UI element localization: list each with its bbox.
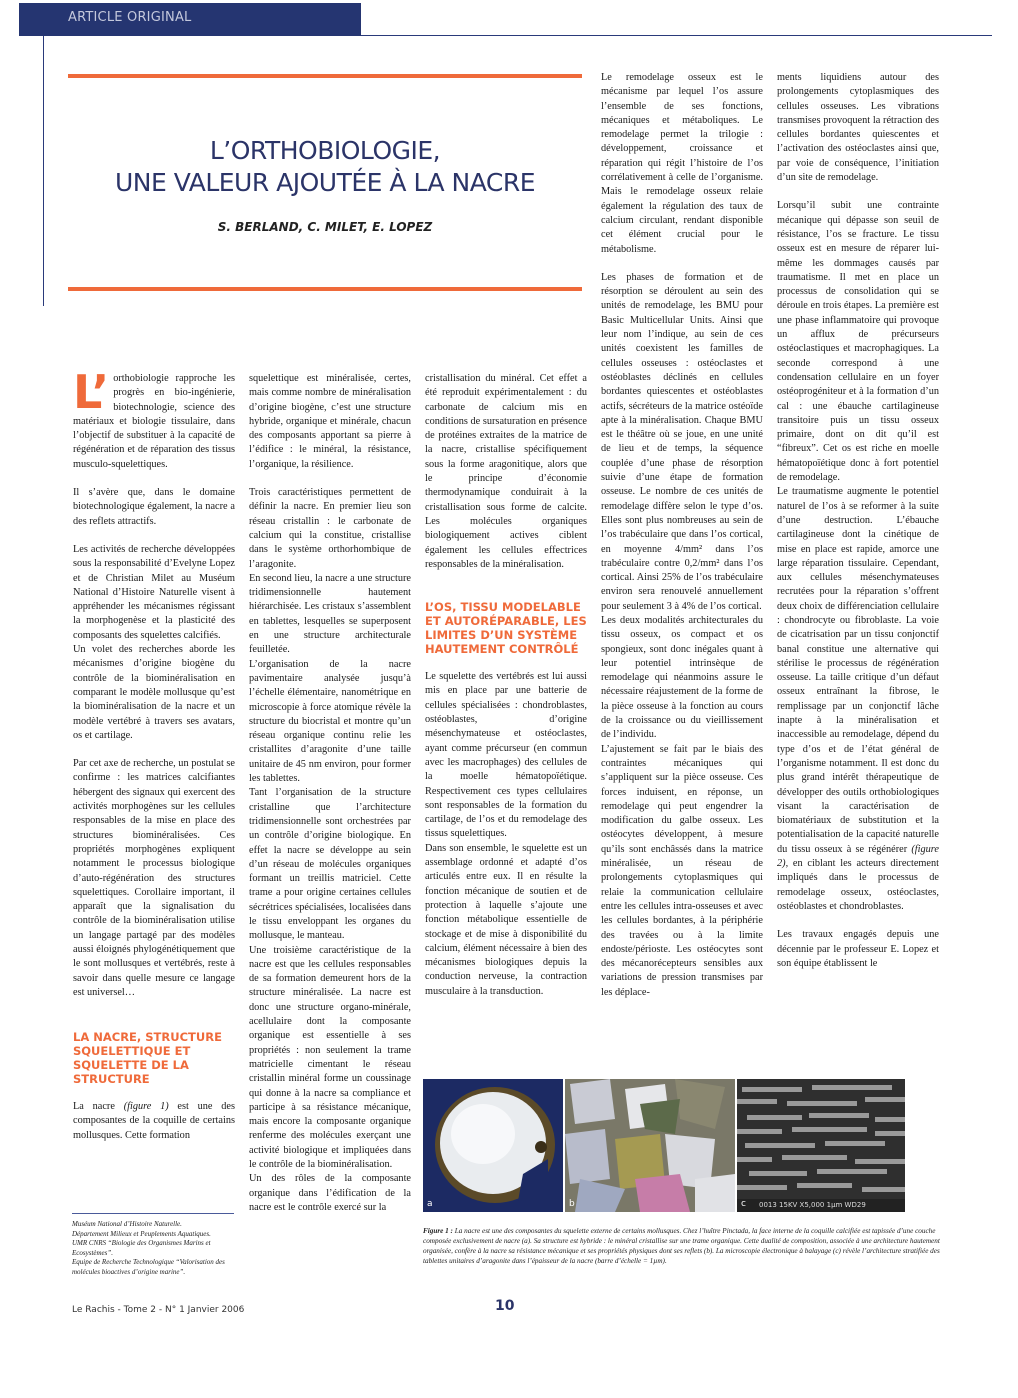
figure-reference[interactable]: (figure 2), [777, 843, 939, 870]
title-top-rule [68, 74, 582, 78]
paragraph: L’ajustement se fait par le biais des contraintes mécaniques qui s’appliquent sur la pièce osseuse. Ces forces induisent, en réponse, un remodelage qui peut engendrer la modification du galbe osseux. Les ostéocytes développent, à mesure qu’ils sont enchâssés dans la matrice minéralisée, un réseau de prolongements cytoplasmiques qui relaie la communication cellulaire entre les cellules intra-osseuses et avec les cellules bordantes, à la périphérie des travées ou à la limite endoste/périoste. Les ostéocytes sont des mécanorécepteurs sensibles aux variations de pression transmises par les déplace- [601, 743, 763, 998]
nacre-fragments-image [565, 1079, 735, 1212]
shell-image [423, 1079, 563, 1212]
paragraph: Le squelette des vertébrés est lui aussi mis en place par une batterie de cellules spécialisées : chondroblastes, ostéoblastes, d’origine mésenchymateuse et ostéoclastes, ayant comme précurseur (en commun avec les macrophages) des cellules de la moelle hématopoïétique. Respectivement ces types cellulaires sont responsables de la formation du cartilage, de l’os et du remodelage des tissus squelettiques. [425, 671, 587, 840]
affiliation-footnote: Muséum National d’Histoire Naturelle. Département Milieux et Peuplements Aquatiques. UMR CNRS “Biologie des Organismes Marins et Ecosystèmes”. Equipe de Recherche Technologique “Valorisation des molécules bioactives d’origine marine”. [72, 1220, 225, 1276]
page-number: 10 [495, 1298, 515, 1314]
section-heading-nacre: LA NACRE, STRUCTURE SQUELETTIQUE ET SQUELETTE DE LA STRUCTURE [73, 1030, 222, 1087]
title-bottom-rule [68, 287, 582, 291]
paragraph: cristallisation du minéral. Cet effet a été reproduit expérimentalement : du carbonate de calcium mis en conditions de sursaturation en présence de protéines extraites de la matrice de la nacre, cristallise spécifiquement sous la forme aragonitique, alors que le principe d’économie thermodynamique conduirait à la cristallisation sous forme de calcite. Les molécules organiques biologiquement actives ciblent également les cellules effectrices responsables de la minéralisation. [425, 373, 587, 570]
figure-panel-c-sem [737, 1079, 905, 1212]
section-heading-bone: L’OS, TISSU MODELABLE ET AUTORÉPARABLE, LES LIMITES D’UN SYSTÈME HAUTEMENT CONTRÔLÉ [425, 600, 587, 657]
title-line-1: L’ORTHOBIOLOGIE, [209, 136, 441, 165]
paragraph: ments liquidiens autour des prolongements cytoplasmiques des cellules osseuses. Les vibrations transmises provoquent la rétraction des cellules bordantes quiescentes et l’activation des ostéoclastes ainsi que, par voie de conséquence, l’initiation d’un site de remodelage. [777, 72, 939, 184]
figure-reference[interactable]: (figure 1) [123, 1101, 169, 1113]
paragraph: Une troisième caractéristique de la nacre est que les cellules responsables de sa formation demeurent hors de la structure minéralisée. La nacre est donc une structure organo-minérale, acellulaire dont la composante organique est essentielle à ses propriétés : non seulement la trame matricielle cimentant le réseau cristallin minéral forme un coussinage qui donne à la nacre sa compliance et participe à sa résistance mécanique, mais encore la composante organique renferme des molécules exerçant une activité biologique et impliquées dans le contrôle de la biominéralisation. [249, 944, 411, 1171]
paragraph: Dans son ensemble, le squelette est un assemblage ordonné et adapté d’os articulés entre eux. Il en résulte la fonction mécanique de soutien et de protection à laquelle s’ajoute une fonction métabolique essentielle de stockage et de mise à disponibilité du calcium, élément nécessaire à bien des mécanismes biologiques depuis la conduction nerveuse, la contraction musculaire à la transduction. [425, 842, 587, 997]
figure-panel-a-shell [423, 1079, 563, 1212]
sem-scale-bar-text: 0013 15KV X5,000 1µm WD29 [759, 1201, 866, 1209]
paragraph: Trois caractéristiques permettent de définir la nacre. En premier lieu son réseau cristallin : le carbonate de calcium qui la constitue, cristallise dans le système orthorhombique de l’aragonite. [249, 487, 411, 570]
paragraph: squelettique est minéralisée, certes, mais comme nombre de minéralisation d’origine biogène, c’est une structure hybride, organique et minérale, chacun des composants apportant sa pierre à l’édifice : le minéral, la résistance, l’organique, la résilience. [249, 373, 411, 470]
paragraph: Un des rôles de la composante organique dans l’édification de la nacre est le contrôle exercé sur la [249, 1173, 411, 1213]
paragraph: Le remodelage osseux est le mécanisme par lequel l’os assure l’ensemble de ses fonctions, mécaniques et métaboliques. Le remodelage permet la trilogie : développement, croissance et réparation qui régit l’histoire de l’os corrélativement à celle de l’organisme. Mais le remodelage osseux relaie également la régulation des taux de calcium circulant, rendant disponible cet élément crucial pour le métabolisme. [601, 72, 763, 255]
column-3 [425, 372, 587, 999]
article-authors: S. BERLAND, C. MILET, E. LOPEZ [217, 220, 433, 234]
paragraph: Les phases de formation et de résorption se déroulent au sein des unités de remodelage, les BMU pour Basic Multicellular Units. Ainsi que leur nom l’indique, au sein de ces unités coexistent les familles de cellules osseuses : ostéoclastes et ostéoblastes déclinés en cellules bordantes quiescentes et ostéoblastes actifs, sécréteurs de la matrice ostéoïde apte à la minéralisation. Chaque BMU est le théâtre où se joue, en une unité de lieu et de temps, la séquence couplée d’une phase de résorption suivie d’une étape de formation osseuse. Le nombre de ces unités de remodelage diffère selon le type d’os. Elles sont plus nombreuses au sein de l’os trabéculaire que dans l’os cortical, en moyenne 4/mm² dans l’os trabéculaire contre 0,2/mm² dans l’os cortical. Ainsi 25% de l’os trabéculaire environ sera renouvelé annuellement pour seulement 3 à 4% de l’os cortical. [601, 271, 763, 612]
figure-panel-b-fragments [565, 1079, 735, 1212]
article-title [68, 135, 582, 199]
journal-reference: Le Rachis - Tome 2 - N° 1 Janvier 2006 [72, 1305, 245, 1315]
paragraph: Tant l’organisation de la structure cristalline que l’architecture tridimensionnelle sont orchestrées par un contrôle d’origine biologique. En effet la nacre se développe au sein d’un réseau de molécules organiques formant un treillis matriciel. Cette trame a pour origine certaines cellules sécrétrices spécialisées, localisées dans le tissu enveloppant les organes du mollusque, le manteau. [249, 787, 411, 942]
left-vertical-rule [43, 36, 44, 306]
drop-cap: L’ [73, 365, 110, 419]
paragraph: Le traumatisme augmente le potentiel naturel de l’os à se reformer à la suite d’une destruction. L’ébauche cartilagineuse dont la cinétique de mise en place est rapide, amorce une large réparation tissulaire. Cependant, aux cellules mésenchymateuses recrutées pour la réparation s’offrent deux choix de différenciation cellulaire : chondrocyte ou fibroblaste. La voie de cicatrisation par un tissu conjonctif banal constitue une alternative qui stérilise le processus de régénération osseuse. La taille critique d’un défaut osseux entraînant la fibrose, le remplissage par un conjonctif lâche inapte à la minéralisation et inaccessible au remodelage, dépend du type d’os et de l’état général de l’organisme notamment. Il est donc du plus grand intérêt thérapeutique de développer des outils orthobiologiques visant la caractérisation de biomatériaux de substitution et la potentialisation de la capacité naturelle du tissu osseux à se régénérer (figure 2), en ciblant les acteurs directement impliqués dans le processus de remodelage osseux, ostéoclastes, ostéoblastes et chondroblastes. [777, 486, 939, 912]
column-4 [601, 71, 763, 1000]
paragraph: En second lieu, la nacre a une structure tridimensionnelle hautement hiérarchisée. Les cristaux s’assemblent en tablettes, lesquelles se superposent en une structure architecturale feuilletée. [249, 572, 411, 656]
column-1 [73, 365, 235, 1143]
paragraph: Les travaux engagés depuis une décennie par le professeur E. Lopez et son équipe établissent le [777, 929, 939, 969]
paragraph: Les deux modalités architecturales du tissu osseux, os compact et os spongieux, sont donc inégales quant à leur potentiel intrinsèque de remodelage qui néanmoins assure le nécessaire réajustement de la forme de la pièce osseuse à la fonction au cours de la croissance ou du vieillissement de l’individu. [601, 614, 763, 741]
paragraph: La nacre (figure 1) est une des composantes de la coquille de certains mollusques. Cette formation [73, 1101, 235, 1141]
paragraph: Par cet axe de recherche, un postulat se confirme : les matrices calcifiantes hébergent des signaux qui exercent des activités morphogènes sur les cellules responsables de la mise en place des structures biominéralisées. Ces propriétés morphogènes expliquent notamment le processus biologique d’auto-régénération des structures squelettiques. Corollaire important, il apparaît que la signalisation du contrôle de la biominéralisation utilise un langage partagé par des modèles aussi éloignés phylogénétiquement que le sont mollusques et vertébrés, reste à savoir dans quelle mesure ce langage est universel… [73, 758, 235, 998]
intro-paragraph: L’ orthobiologie rapproche les progrès en bio-ingénierie, biotechnologie, science des matériaux et biologie tissulaire, dans l’objectif de substituer à la capacité de régénération et de réparation des tissus musculo-squelettiques. [73, 365, 235, 470]
paragraph: Lorsqu’il subit une contrainte mécanique qui dépasse son seuil de résistance, l’os se fracture. Le tissu osseux est en mesure de réparer lui-même les dommages causés par traumatisme. Il met en place un processus de consolidation qui se déroule en trois étapes. La première est une phase inflammatoire qui provoque un afflux de précurseurs ostéoclastiques et macrophagiques. La seconde correspond à une condensation cellulaire en un foyer ostéoprogéniteur et à la formation d’un cal : une ébauche cartilagineuse transitoire puis un tissu osseux primaire, dont on dit qu’il est “fibreux”. Cet os est riche en moelle hématopoïétique donc à fort potentiel de remodelage. [777, 200, 939, 484]
panel-label-b: b [569, 1199, 575, 1209]
title-line-2: UNE VALEUR AJOUTÉE À LA NACRE [114, 168, 536, 197]
header-rule [361, 35, 992, 36]
figure-1-caption: Figure 1 : La nacre est une des composantes du squelette externe de certains mollusques. Chez l’huître Pinctada, la face interne de la coquille calcifiée est tapissée d’une couche composée exclusivement de nacre (a). Sa structure est hybride : le minéral cristallise sur une trame organique. Cette dualité de composition, associée à une architecture hautement organisée, confère à la nacre sa résistance mécanique et ses propriétés physiques dont ses reflets (b). La microscopie électronique à balayage (c) révèle l’architecture stratifiée des tablettes unitaires d’aragonite dans l’épaisseur de la nacre (barre d’échelle = 1µm). [423, 1227, 940, 1265]
caption-title: Figure 1 : [423, 1227, 453, 1235]
section-label: ARTICLE ORIGINAL [68, 10, 192, 25]
panel-label-a: a [427, 1199, 433, 1209]
paragraph: Il s’avère que, dans le domaine biotechnologique également, la nacre a des reflets attractifs. [73, 487, 235, 527]
panel-label-c: c [741, 1199, 746, 1209]
column-5 [777, 71, 939, 971]
footnote-rule [72, 1213, 234, 1214]
sem-micrograph-image [737, 1079, 905, 1212]
paragraph: L’organisation de la nacre pavimentaire analysée jusqu’à l’échelle élémentaire, nanométrique en microscopie à force atomique révèle la structure du biocristal et montre qu’un réseau organique continu relie les cristallites d’aragonite d’une taille unitaire de 45 nm environ, pour former les tablettes. [249, 658, 411, 785]
column-2 [249, 372, 411, 1215]
paragraph: Les activités de recherche développées sous la responsabilité d’Evelyne Lopez et de Christian Milet au Muséum National d’Histoire Naturelle visent à appréhender les mécanismes régissant la morphogenèse et la plasticité des composants des squelettes calcifiés. [73, 543, 235, 641]
paragraph: Un volet des recherches aborde les mécanismes d’origine biogène du contrôle de la biominéralisation en comparant le modèle mollusque qu’est la biominéralisation de la nacre et un modèle vertébré à travers ses avatars, os et cartilage. [73, 644, 235, 741]
